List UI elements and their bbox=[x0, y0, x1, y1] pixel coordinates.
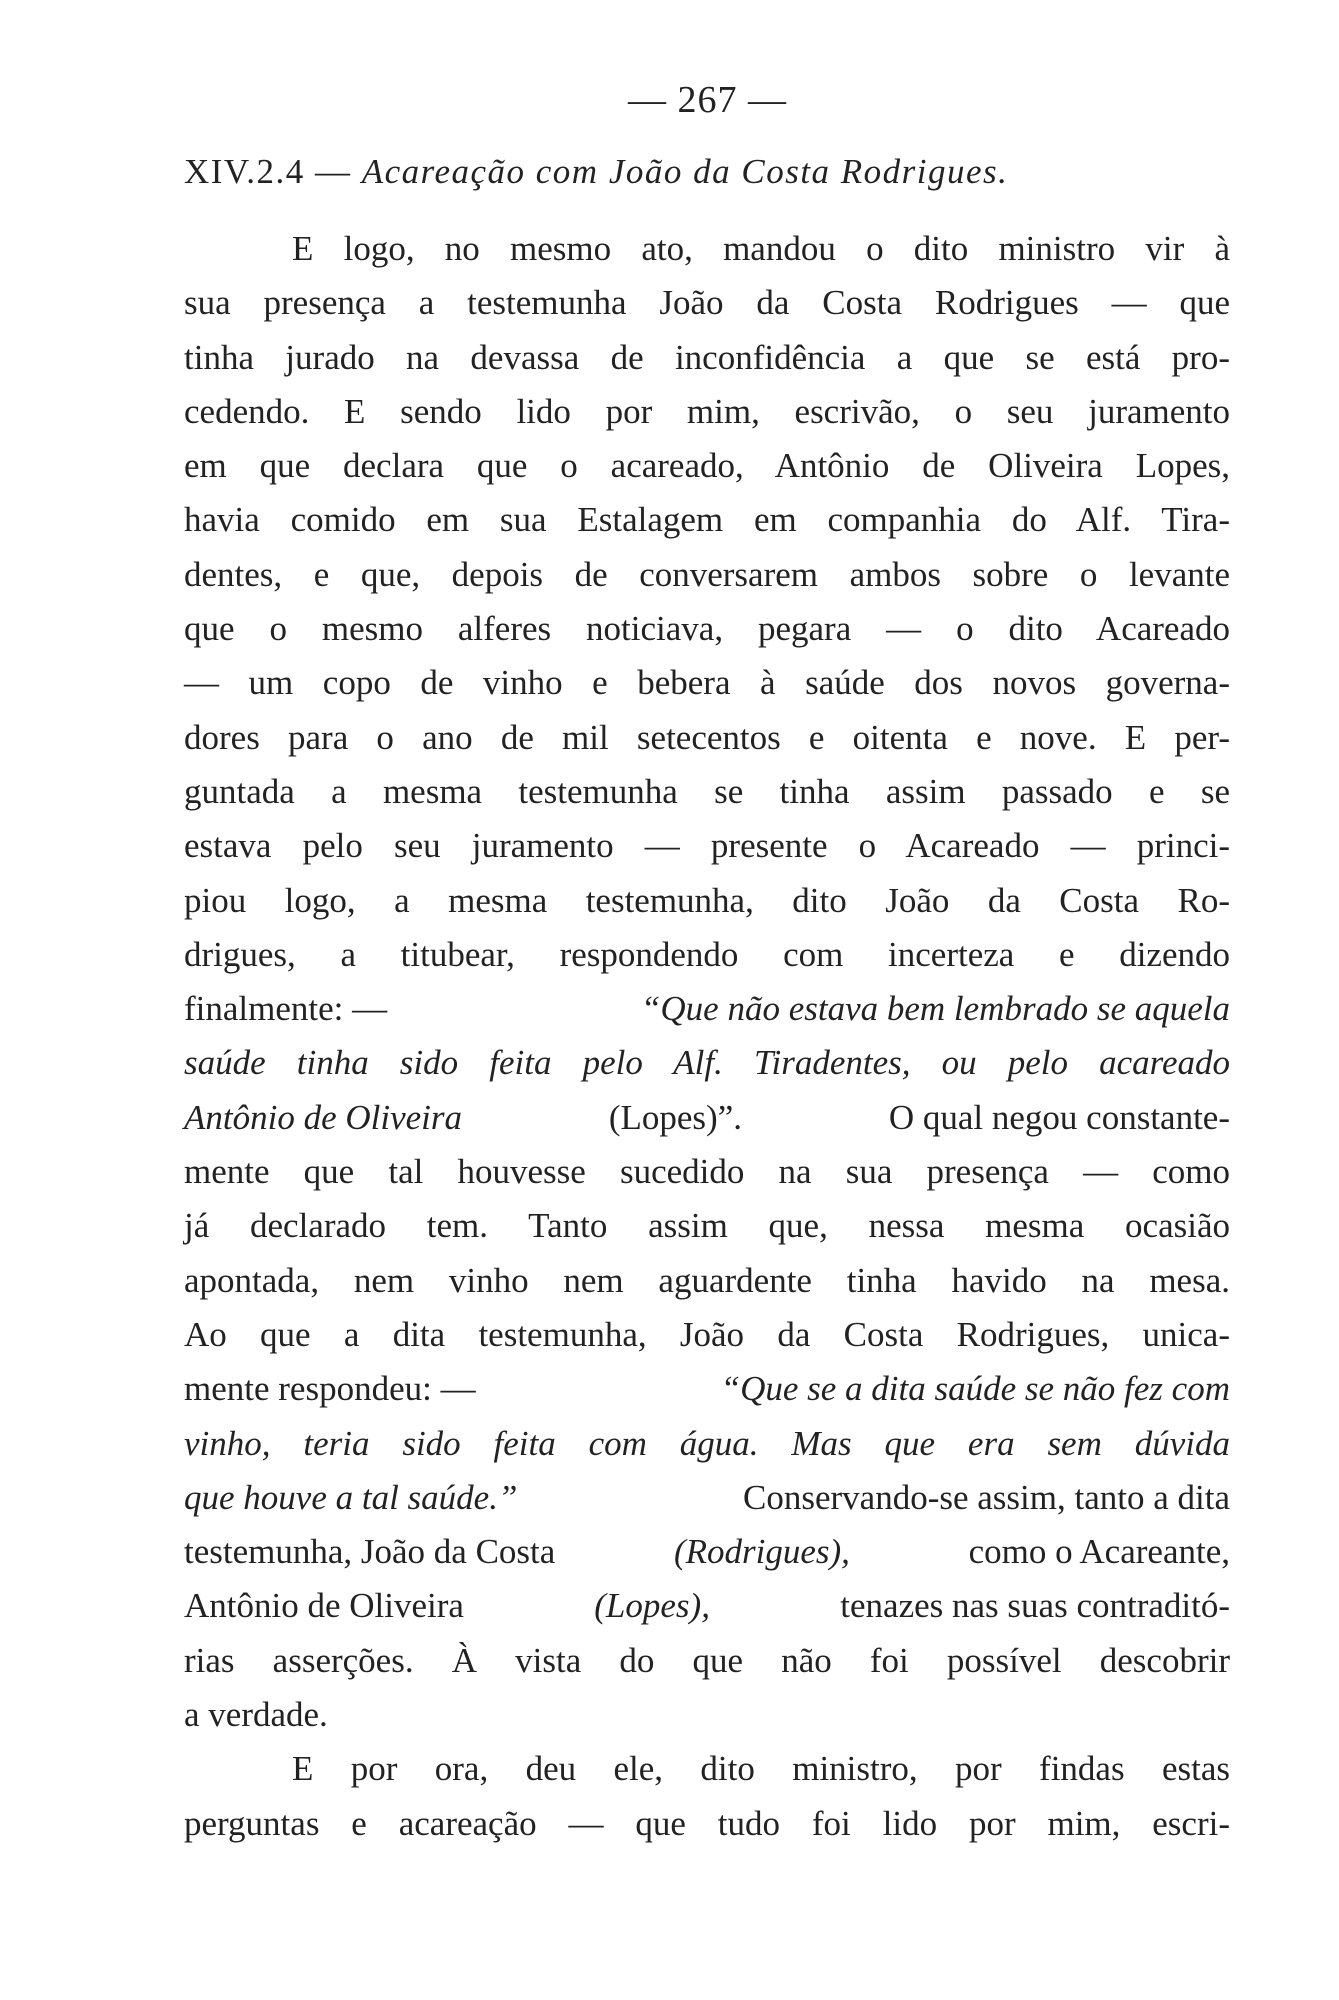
text-line bbox=[184, 711, 1230, 765]
quote-text: vinho, teria sido feita com água. Mas que era sem dúvida bbox=[184, 1423, 1230, 1463]
text-line-content: tinha jurado na devassa de inconfidência a que se está pro- bbox=[184, 337, 1230, 377]
text-line-content: que o mesmo alferes noticiava, pegara — o dito Acareado bbox=[184, 609, 1230, 649]
italic-name: (Lopes), bbox=[594, 1586, 710, 1626]
text-line-content: guntada a mesma testemunha se tinha assim passado e se bbox=[184, 771, 1230, 811]
text-line bbox=[184, 656, 1230, 710]
quote-text: “Que se a dita saúde se não fez com bbox=[720, 1369, 1230, 1409]
text-line bbox=[184, 602, 1230, 656]
text-line bbox=[184, 385, 1230, 439]
body-text bbox=[184, 222, 1230, 1851]
text-line-content: havia comido em sua Estalagem em companhia do Alf. Tira- bbox=[184, 500, 1230, 540]
text-line bbox=[184, 1742, 1230, 1796]
section-number: XIV.2.4 bbox=[184, 152, 305, 191]
text-line-content: cedendo. E sendo lido por mim, escrivão, o seu juramento bbox=[184, 391, 1230, 431]
text-line-content: já declarado tem. Tanto assim que, nessa mesma ocasião bbox=[184, 1206, 1230, 1246]
text-line bbox=[184, 1471, 1230, 1525]
page-number: — 267 — bbox=[628, 79, 787, 121]
text-line-content: rias asserções. À vista do que não foi possível descobrir bbox=[184, 1640, 1230, 1680]
text-line-content: tenazes nas suas contraditó- bbox=[840, 1586, 1230, 1626]
text-line-content: finalmente: — bbox=[184, 989, 388, 1029]
text-line-content: drigues, a titubear, respondendo com incerteza e dizendo bbox=[184, 934, 1230, 974]
text-line-content: mente que tal houvesse sucedido na sua presença — como bbox=[184, 1152, 1230, 1192]
heading-dash: — bbox=[314, 152, 352, 191]
italic-name: (Rodrigues), bbox=[673, 1532, 850, 1572]
text-line bbox=[184, 1362, 1230, 1416]
text-line bbox=[184, 276, 1230, 330]
text-line-content: perguntas e acareação — que tudo foi lido por mim, escri- bbox=[184, 1803, 1230, 1843]
text-line-content: sua presença a testemunha João da Costa Rodrigues — que bbox=[184, 283, 1230, 323]
text-line bbox=[184, 331, 1230, 385]
text-line bbox=[184, 1308, 1230, 1362]
text-line bbox=[184, 222, 1230, 276]
quote-text: que houve a tal saúde.” bbox=[184, 1477, 518, 1517]
text-line-content: Ao que a dita testemunha, João da Costa Rodrigues, unica- bbox=[184, 1314, 1230, 1354]
quote-text: saúde tinha sido feita pelo Alf. Tiradentes, ou pelo acareado bbox=[184, 1043, 1230, 1083]
text-line-content: Antônio de Oliveira bbox=[184, 1586, 464, 1626]
text-line-content: mente respondeu: — bbox=[184, 1369, 476, 1409]
text-line-content: como o Acareante, bbox=[968, 1532, 1230, 1572]
text-line-content: dores para o ano de mil setecentos e oitenta e nove. E per- bbox=[184, 717, 1230, 757]
section-heading bbox=[184, 152, 1224, 192]
quote-text: “Que não estava bem lembrado se aquela bbox=[640, 989, 1230, 1029]
text-line-content: (Lopes)”. bbox=[608, 1097, 742, 1137]
text-line-content: E logo, no mesmo ato, mandou o dito ministro vir à bbox=[292, 229, 1230, 268]
text-line-content: piou logo, a mesma testemunha, dito João da Costa Ro- bbox=[184, 880, 1230, 920]
text-line bbox=[184, 1634, 1230, 1688]
text-line bbox=[184, 1417, 1230, 1471]
text-line bbox=[184, 765, 1230, 819]
text-line bbox=[184, 874, 1230, 928]
text-line bbox=[184, 1091, 1230, 1145]
text-line bbox=[184, 819, 1230, 873]
text-line bbox=[184, 548, 1230, 602]
text-line-content: estava pelo seu juramento — presente o Acareado — princi- bbox=[184, 826, 1230, 866]
text-line bbox=[184, 1254, 1230, 1308]
text-line-content: E por ora, deu ele, dito ministro, por findas estas bbox=[292, 1749, 1230, 1789]
text-line bbox=[184, 493, 1230, 547]
text-line-content: Conservando-se assim, tanto a dita bbox=[743, 1477, 1230, 1517]
text-line bbox=[184, 1579, 1230, 1633]
text-line-content: — um copo de vinho e bebera à saúde dos novos governa- bbox=[184, 663, 1230, 703]
section-title: Acareação com João da Costa Rodrigues. bbox=[361, 152, 1009, 191]
text-line-content: dentes, e que, depois de conversarem ambos sobre o levante bbox=[184, 554, 1230, 594]
text-line bbox=[184, 1525, 1230, 1579]
text-line-content: a verdade. bbox=[184, 1695, 328, 1735]
quote-text: Antônio de Oliveira bbox=[184, 1097, 463, 1137]
text-line bbox=[184, 1688, 1230, 1742]
text-line-content: testemunha, João da Costa bbox=[184, 1532, 556, 1572]
text-line-content: O qual negou constante- bbox=[888, 1097, 1230, 1137]
text-line bbox=[184, 982, 1230, 1036]
text-line-content: apontada, nem vinho nem aguardente tinha havido na mesa. bbox=[184, 1260, 1230, 1300]
text-line bbox=[184, 928, 1230, 982]
text-line bbox=[184, 1036, 1230, 1090]
text-line bbox=[184, 1797, 1230, 1851]
text-line bbox=[184, 1145, 1230, 1199]
text-line bbox=[184, 1199, 1230, 1253]
text-line bbox=[184, 439, 1230, 493]
text-line-content: em que declara que o acareado, Antônio de Oliveira Lopes, bbox=[184, 446, 1230, 486]
